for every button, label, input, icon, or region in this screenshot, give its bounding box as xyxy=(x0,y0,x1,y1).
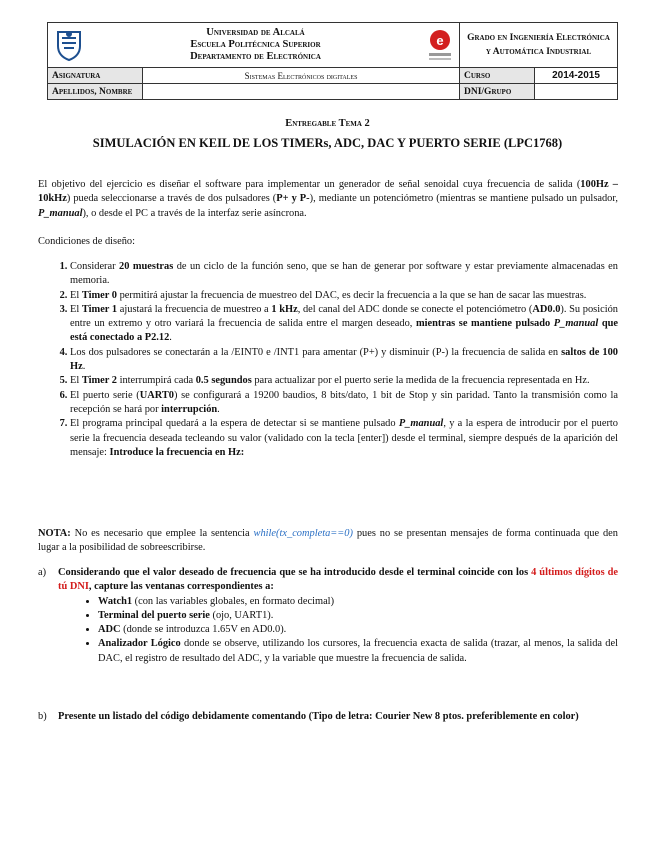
university-name: Universidad de Alcalá xyxy=(206,27,305,38)
dni-field[interactable] xyxy=(535,84,618,100)
apellidos-field[interactable] xyxy=(143,84,460,100)
apellidos-label: Apellidos, Nombre xyxy=(48,84,143,100)
list-item: 7. El programa principal quedará a la espera de detectar si se mantiene pulsado P_manual, y a la espera de introducir por el puerto serie la frecuencia deseada tecleando su valor (validado con la tecla [enter]) desde el terminal, siempre después de la aparición del mensaje: Introduce la frecuencia en Hz: xyxy=(70,417,618,460)
list-item: • Watch1 (con las variables globales, en formato decimal) xyxy=(98,595,618,609)
department-logo-icon xyxy=(425,28,455,62)
asignatura-label: Asignatura xyxy=(48,68,143,84)
entregable-title: Entregable Tema 2 xyxy=(285,118,370,129)
curso-value: 2014-2015 xyxy=(535,68,618,84)
department-name: Departamento de Electrónica xyxy=(190,51,321,62)
part-b: b) Presente un listado del código debidamente comentando (Tipo de letra: Courier New 8 ptos. preferiblemente en color) xyxy=(38,711,579,722)
list-item: • Terminal del puerto serie (ojo, UART1). xyxy=(98,609,618,623)
university-crest-icon xyxy=(52,28,86,62)
asignatura-value: Sistemas Electrónicos digitales xyxy=(143,68,460,84)
header-university-cell xyxy=(48,23,460,68)
dni-label: DNI/Grupo xyxy=(460,84,535,100)
conditions-heading: Condiciones de diseño: xyxy=(38,236,135,247)
header-table xyxy=(47,22,618,100)
nota-paragraph: NOTA: No es necesario que emplee la sentencia while(tx_completa==0) pues no se presentan mensajes de forma continuada que den lugar a la posibilidad de sobreescribirse. xyxy=(38,528,618,554)
main-title: SIMULACIÓN EN KEIL DE LOS TIMERs, ADC, DAC Y PUERTO SERIE (LPC1768) xyxy=(92,136,563,150)
list-item: 3. El Timer 1 ajustará la frecuencia de muestreo a 1 kHz, del canal del ADC donde se conecte el potenciómetro (AD0.0). Su posición entre un extremo y otro variará la frecuencia de salida entre el margen deseado, mientras se mantiene pulsado P_manual que está conectado a P2.12. xyxy=(70,303,618,346)
intro-paragraph: El objetivo del ejercicio es diseñar el software para implementar un generador de señal senoidal cuya frecuencia de salida (100Hz – 10kHz) pueda seleccionarse a través de dos pulsadores (P+ y P-), mediante un potenciómetro (mientras se mantiene pulsado un pulsador, P_manual), o desde el PC a través de la interfaz serie asíncrona. xyxy=(38,179,619,219)
list-item: 4. Los dos pulsadores se conectarán a la /EINT0 e /INT1 para amentar (P+) y disminuir (P-) la frecuencia de salida en saltos de 100 Hz. xyxy=(70,346,618,375)
degree-name: Grado en Ingeniería Electrónica y Automática Industrial xyxy=(460,23,618,68)
conditions-list xyxy=(38,260,618,460)
list-item: 6. El puerto serie (UART0) se configurará a 19200 baudios, 8 bits/dato, 1 bit de Stop y sin paridad. Tanto la transmisión como la recepción se hará por interrupción. xyxy=(70,389,618,418)
part-a: a) Considerando que el valor deseado de frecuencia que se ha introducido desde el terminal coincide con los 4 últimos dígitos de tú DNI, capture las ventanas correspondientes a: • Watch1 (con las variables globales, en formato decimal) • Terminal del puerto serie (ojo, UART1). • ADC (donde se introduzca 1.65V en AD0.0). • Analizador Lógico donde se observe, utilizando los cursores, la frecuencia exacta de salida (trazar, al menos, la salida del DAC, el registro de resultado del ADC, y la variable que muestre la frecuencia de salida. xyxy=(38,566,618,666)
list-item: 5. El Timer 2 interrumpirá cada 0.5 segundos para actualizar por el puerto serie la medida de la frecuencia representada en Hz. xyxy=(70,374,618,388)
list-item: 1. Considerar 20 muestras de un ciclo de la función seno, que se han de generar por software y estar previamente almacenadas en memoria. xyxy=(70,260,618,289)
list-item: • ADC (donde se introduzca 1.65V en AD0.0). xyxy=(98,623,618,637)
school-name: Escuela Politécnica Superior xyxy=(190,39,321,50)
svg-text:e: e xyxy=(436,33,444,48)
curso-label: Curso xyxy=(460,68,535,84)
list-item: 2. El Timer 0 permitirá ajustar la frecuencia de muestreo del DAC, es decir la frecuencia a la que se han de sacar las muestras. xyxy=(70,289,618,303)
list-item: • Analizador Lógico donde se observe, utilizando los cursores, la frecuencia exacta de salida (trazar, al menos, la salida del DAC, el registro de resultado del ADC, y la variable que muestre la frecuencia de salida. xyxy=(98,637,618,666)
